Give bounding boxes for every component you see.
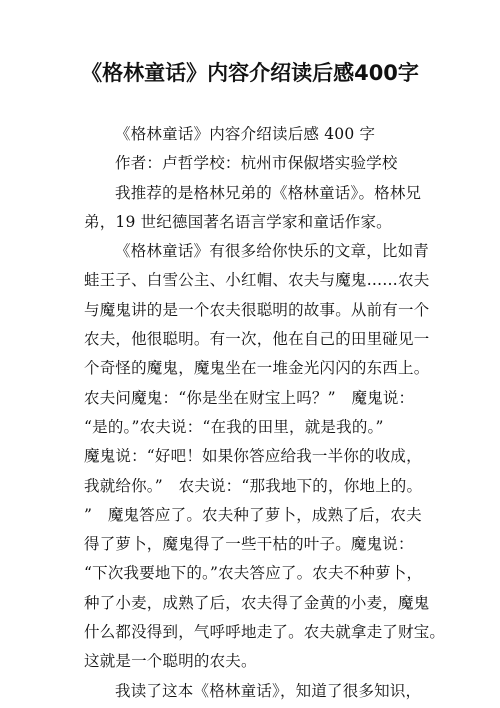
paragraph-line: ” 魔鬼答应了。农夫种了萝卜，成熟了后，农夫 [84,505,422,524]
paragraph-line: 弟，19 世纪德国著名语言学家和童话作家。 [84,212,392,231]
paragraph-line: 农夫问魔鬼：“你是坐在财宝上吗？” 魔鬼说： [84,388,415,407]
document-title: 《格林童话》内容介绍读后感400字 [81,61,419,85]
paragraph-line: 得了萝卜，魔鬼得了一些干枯的叶子。魔鬼说： [84,535,414,554]
paragraph-line: 农夫，他很聪明。有一次，他在自己的田里碰见一 [84,330,430,349]
paragraph-line: 蛙王子、白雪公主、小红帽、农夫与魔鬼……农夫 [84,271,430,290]
paragraph-line: 我就给你。” 农夫说：“那我地下的，你地上的。 [84,476,423,495]
paragraph-line: “下次我要地下的。”农夫答应了。农夫不种萝卜， [84,564,423,583]
paragraph-line: 这就是一个聪明的农夫。 [84,652,257,671]
paragraph-line: 与魔鬼讲的是一个农夫很聪明的故事。从前有一个 [84,300,430,319]
author-line: 作者：卢哲学校：杭州市保俶塔实验学校 [115,154,398,173]
paragraph-line: 《格林童话》有很多给你快乐的文章，比如青 [115,242,430,261]
paragraph-line: 什么都没得到，气呼呼地走了。农夫就拿走了财宝。 [84,623,446,642]
paragraph-line: 魔鬼说：“好吧！如果你答应给我一半你的收成， [84,447,422,466]
paragraph-line: 我读了这本《格林童话》，知道了很多知识， [115,681,422,700]
paragraph-line: 我推荐的是格林兄弟的《格林童话》。格林兄 [115,183,422,202]
document-body [84,120,446,706]
paragraph-line: 种了小麦，成熟了后，农夫得了金黄的小麦，魔鬼 [84,593,430,612]
paragraph-line: 个奇怪的魔鬼，魔鬼坐在一堆金光闪闪的东西上。 [84,359,430,378]
paragraph-line: “是的。”农夫说：“在我的田里，就是我的。” [84,417,384,436]
subtitle-line: 《格林童话》内容介绍读后感 400 字 [115,125,376,143]
